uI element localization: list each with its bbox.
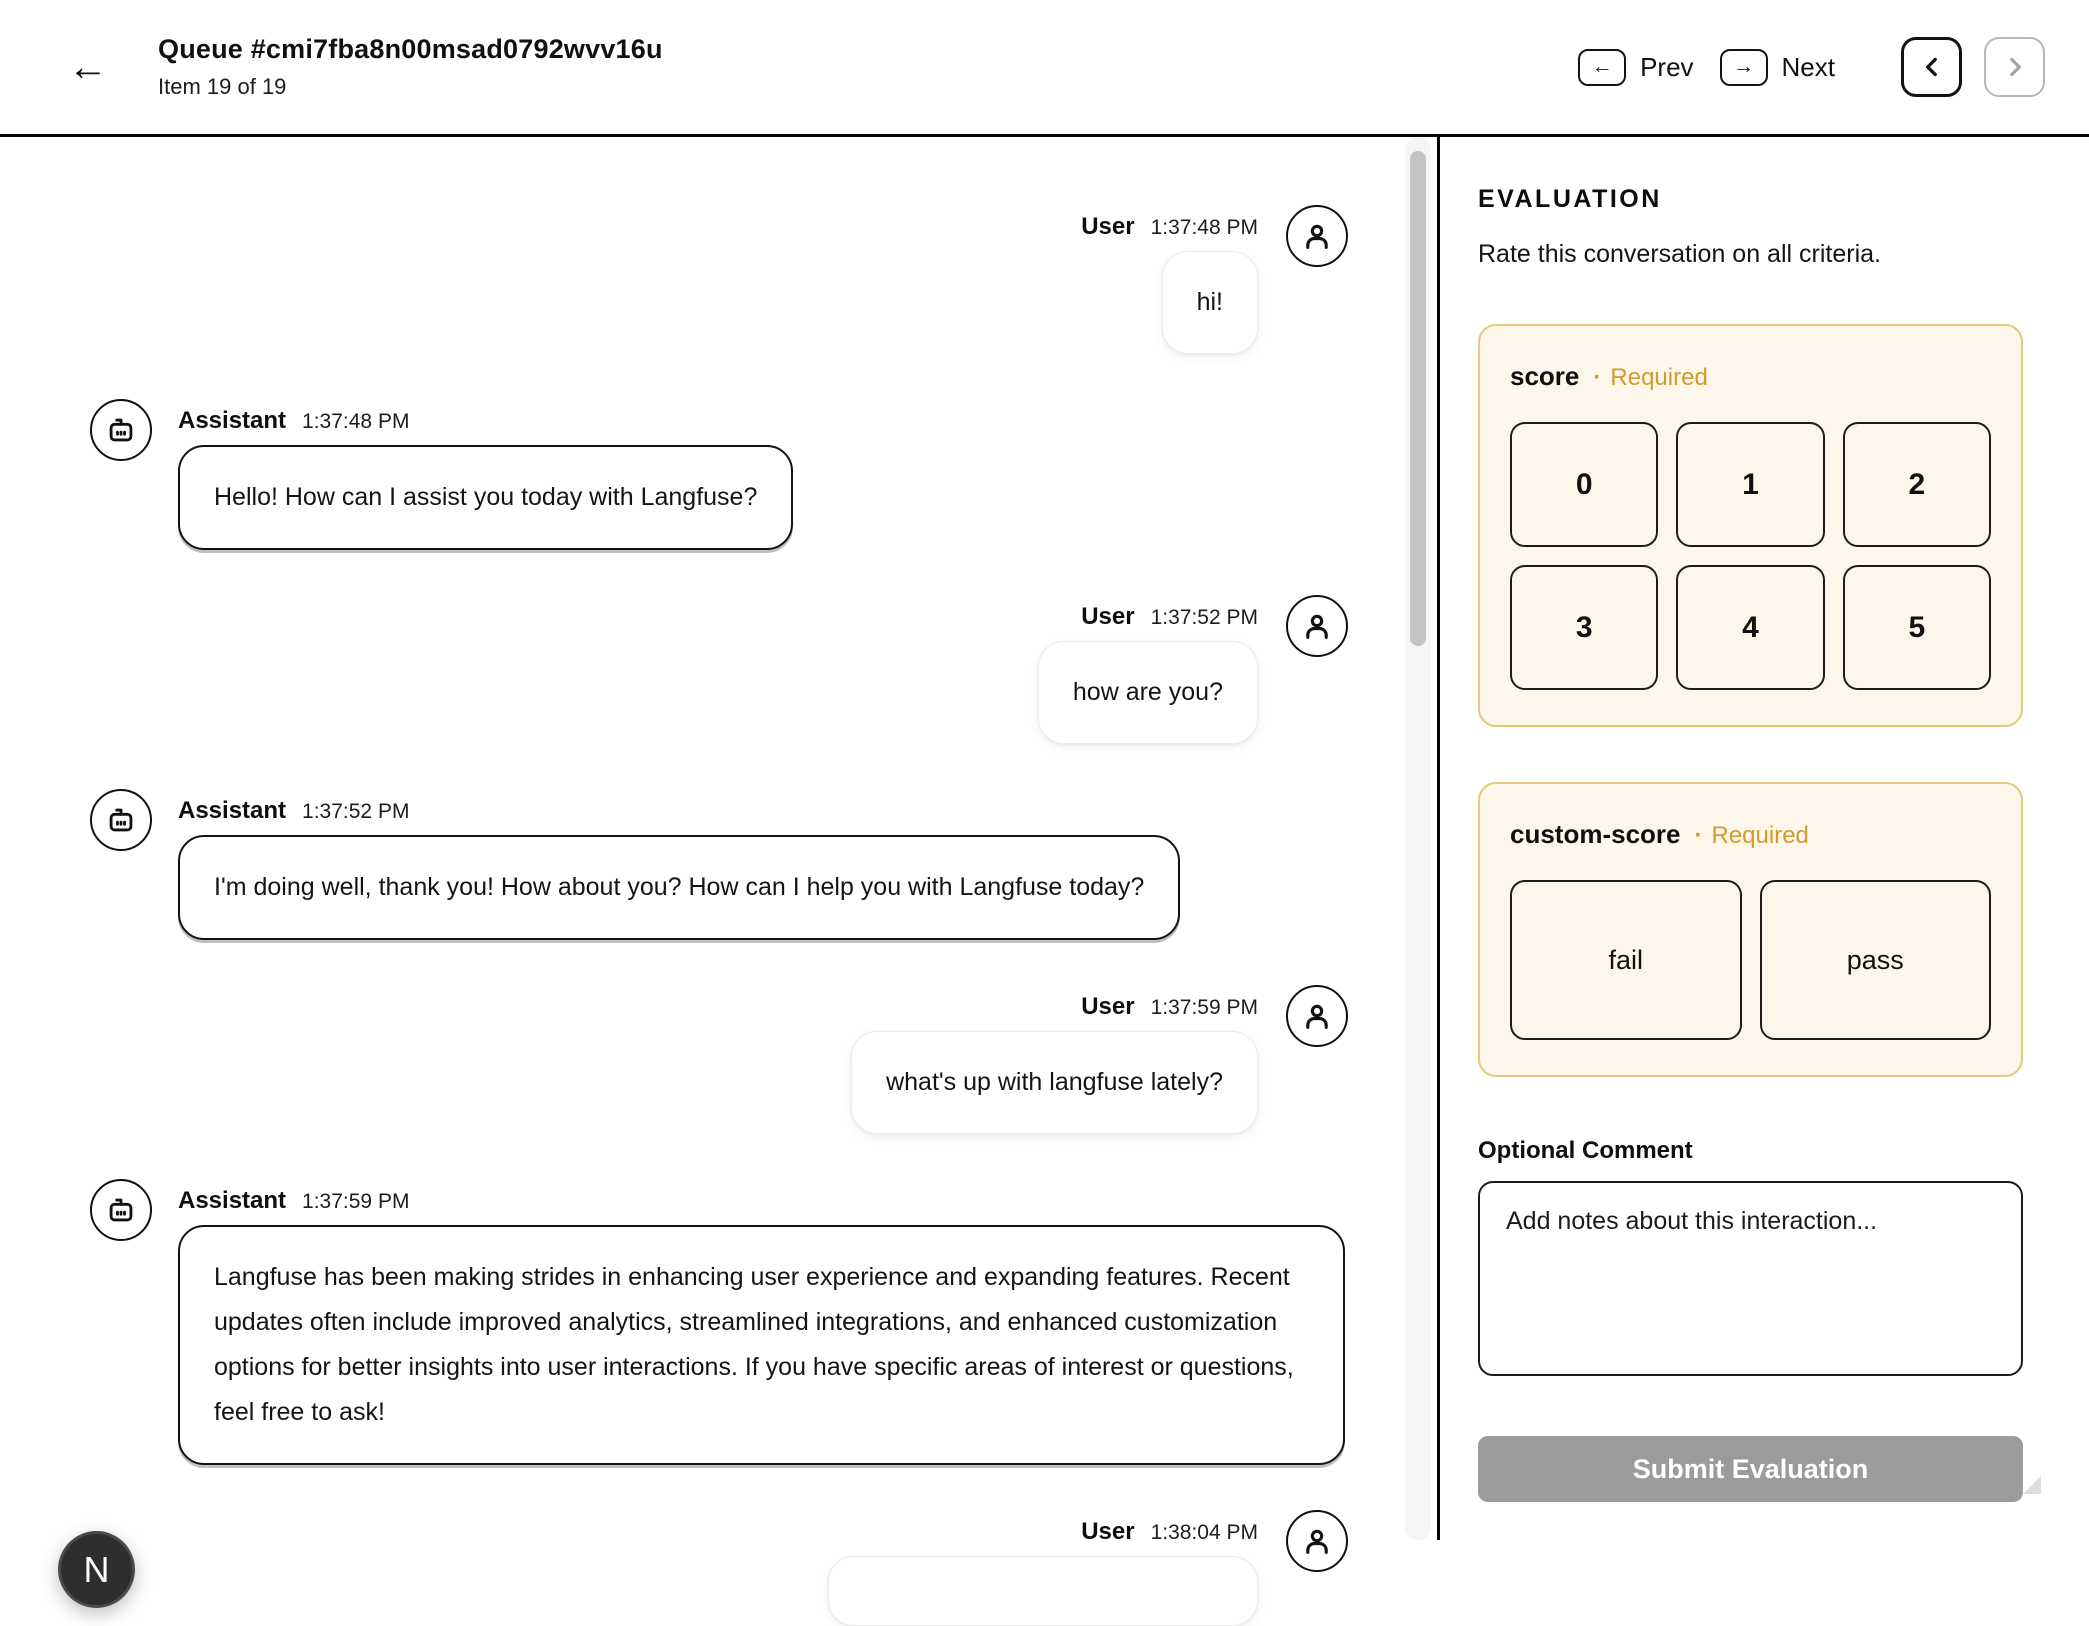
header: [0, 0, 2089, 137]
page-title: Queue #cmi7fba8n00msad0792wvv16u: [158, 34, 663, 64]
chat-message: [90, 1510, 1348, 1626]
message-header: [1081, 1510, 1258, 1550]
message-bubble: hi!: [1162, 251, 1258, 354]
message-bubble: Hello! How can I assist you today with Langfuse?: [178, 445, 793, 550]
comment-textarea[interactable]: [1478, 1181, 2023, 1376]
message-bubble: I'm doing well, thank you! How about you? How can I help you with Langfuse today?: [178, 835, 1180, 940]
chat-message: [90, 399, 1348, 550]
custom-score-options: [1510, 880, 1991, 1040]
next-item-button[interactable]: [1984, 37, 2045, 97]
next-button[interactable]: [1720, 49, 1835, 86]
message-timestamp: 1:37:52 PM: [302, 800, 410, 823]
evaluation-panel: [1440, 137, 2089, 1540]
right-arrow-key-icon: →: [1720, 49, 1768, 86]
required-badge: · Required: [1695, 822, 1809, 850]
message-avatar: [1286, 595, 1348, 657]
score-option-button[interactable]: 1: [1676, 422, 1824, 547]
evaluation-heading: EVALUATION: [1478, 185, 1662, 213]
message-avatar: [1286, 1510, 1348, 1572]
criterion-name: score: [1510, 361, 1580, 391]
message-timestamp: 1:37:59 PM: [302, 1190, 410, 1213]
prev-label: Prev: [1640, 51, 1694, 82]
message-bubble: what's up with langfuse lately?: [851, 1031, 1258, 1134]
message-header: [1081, 205, 1258, 245]
message-header: [1081, 985, 1258, 1025]
item-progress: Item 19 of 19: [158, 74, 287, 99]
scrollbar-thumb[interactable]: [1410, 151, 1426, 646]
chat-message: [90, 205, 1348, 354]
back-arrow-icon: ←: [68, 45, 108, 89]
chat-message: [90, 789, 1348, 940]
scrollbar-track[interactable]: [1405, 137, 1431, 1540]
conversation-scroll-area[interactable]: [0, 137, 1437, 1545]
message-bubble: [828, 1556, 1258, 1626]
message-timestamp: 1:37:59 PM: [1150, 996, 1258, 1019]
nextjs-badge-letter: N: [83, 1548, 110, 1590]
item-pager: [1901, 37, 2045, 97]
user-icon: [1300, 609, 1334, 643]
robot-icon: [104, 803, 138, 837]
required-badge: · Required: [1593, 364, 1707, 392]
message-role: Assistant: [178, 1187, 287, 1214]
message-role: User: [1081, 1518, 1135, 1545]
chat-message: [90, 985, 1348, 1134]
message-header: [178, 399, 409, 439]
evaluation-subheading: Rate this conversation on all criteria.: [1478, 240, 1881, 268]
left-arrow-key-icon: ←: [1578, 49, 1626, 86]
message-timestamp: 1:37:52 PM: [1150, 606, 1258, 629]
criterion-name: custom-score: [1510, 819, 1681, 849]
chat-message: [90, 1179, 1348, 1465]
message-role: Assistant: [178, 797, 287, 824]
message-bubble: how are you?: [1038, 641, 1258, 744]
message-header: [178, 789, 409, 829]
robot-icon: [104, 1193, 138, 1227]
message-avatar: [90, 789, 152, 851]
robot-icon: [104, 413, 138, 447]
chevron-right-icon: [2002, 54, 2028, 80]
nextjs-dev-badge[interactable]: [58, 1531, 135, 1608]
resize-grip-icon[interactable]: [2023, 1476, 2041, 1494]
submit-evaluation-button[interactable]: Submit Evaluation: [1478, 1436, 2023, 1502]
criterion-card-score: [1478, 324, 2023, 727]
score-option-button[interactable]: 4: [1676, 565, 1824, 690]
chevron-left-icon: [1919, 54, 1945, 80]
prev-button[interactable]: [1578, 49, 1693, 86]
score-option-button[interactable]: 2: [1843, 422, 1991, 547]
score-options: [1510, 422, 1991, 690]
title-block: [158, 34, 663, 100]
previous-item-button[interactable]: [1901, 37, 1962, 97]
user-icon: [1300, 219, 1334, 253]
conversation-pane: [0, 137, 1440, 1590]
message-avatar: [1286, 985, 1348, 1047]
criterion-card-custom-score: [1478, 782, 2023, 1077]
message-role: User: [1081, 993, 1135, 1020]
message-avatar: [90, 1179, 152, 1241]
message-role: User: [1081, 603, 1135, 630]
message-avatar: [90, 399, 152, 461]
user-icon: [1300, 999, 1334, 1033]
custom-score-option-button[interactable]: pass: [1760, 880, 1992, 1040]
message-header: [178, 1179, 409, 1219]
message-avatar: [1286, 205, 1348, 267]
back-button[interactable]: [60, 39, 116, 95]
score-option-button[interactable]: 3: [1510, 565, 1658, 690]
message-timestamp: 1:37:48 PM: [1150, 216, 1258, 239]
score-option-button[interactable]: 0: [1510, 422, 1658, 547]
message-timestamp: 1:37:48 PM: [302, 410, 410, 433]
score-option-button[interactable]: 5: [1843, 565, 1991, 690]
message-role: Assistant: [178, 407, 287, 434]
message-timestamp: 1:38:04 PM: [1150, 1521, 1258, 1544]
message-role: User: [1081, 213, 1135, 240]
message-header: [1081, 595, 1258, 635]
custom-score-option-button[interactable]: fail: [1510, 880, 1742, 1040]
chat-message: [90, 595, 1348, 744]
message-bubble: Langfuse has been making strides in enhancing user experience and expanding features. Recent updates often include improved analytics, streamlined integrations, and enhanced customization options for better insights into user interactions. If you have specific areas of interest or questions, feel free to ask!: [178, 1225, 1345, 1465]
user-icon: [1300, 1524, 1334, 1558]
next-label: Next: [1781, 51, 1835, 82]
optional-comment-label: Optional Comment: [1478, 1137, 1693, 1164]
